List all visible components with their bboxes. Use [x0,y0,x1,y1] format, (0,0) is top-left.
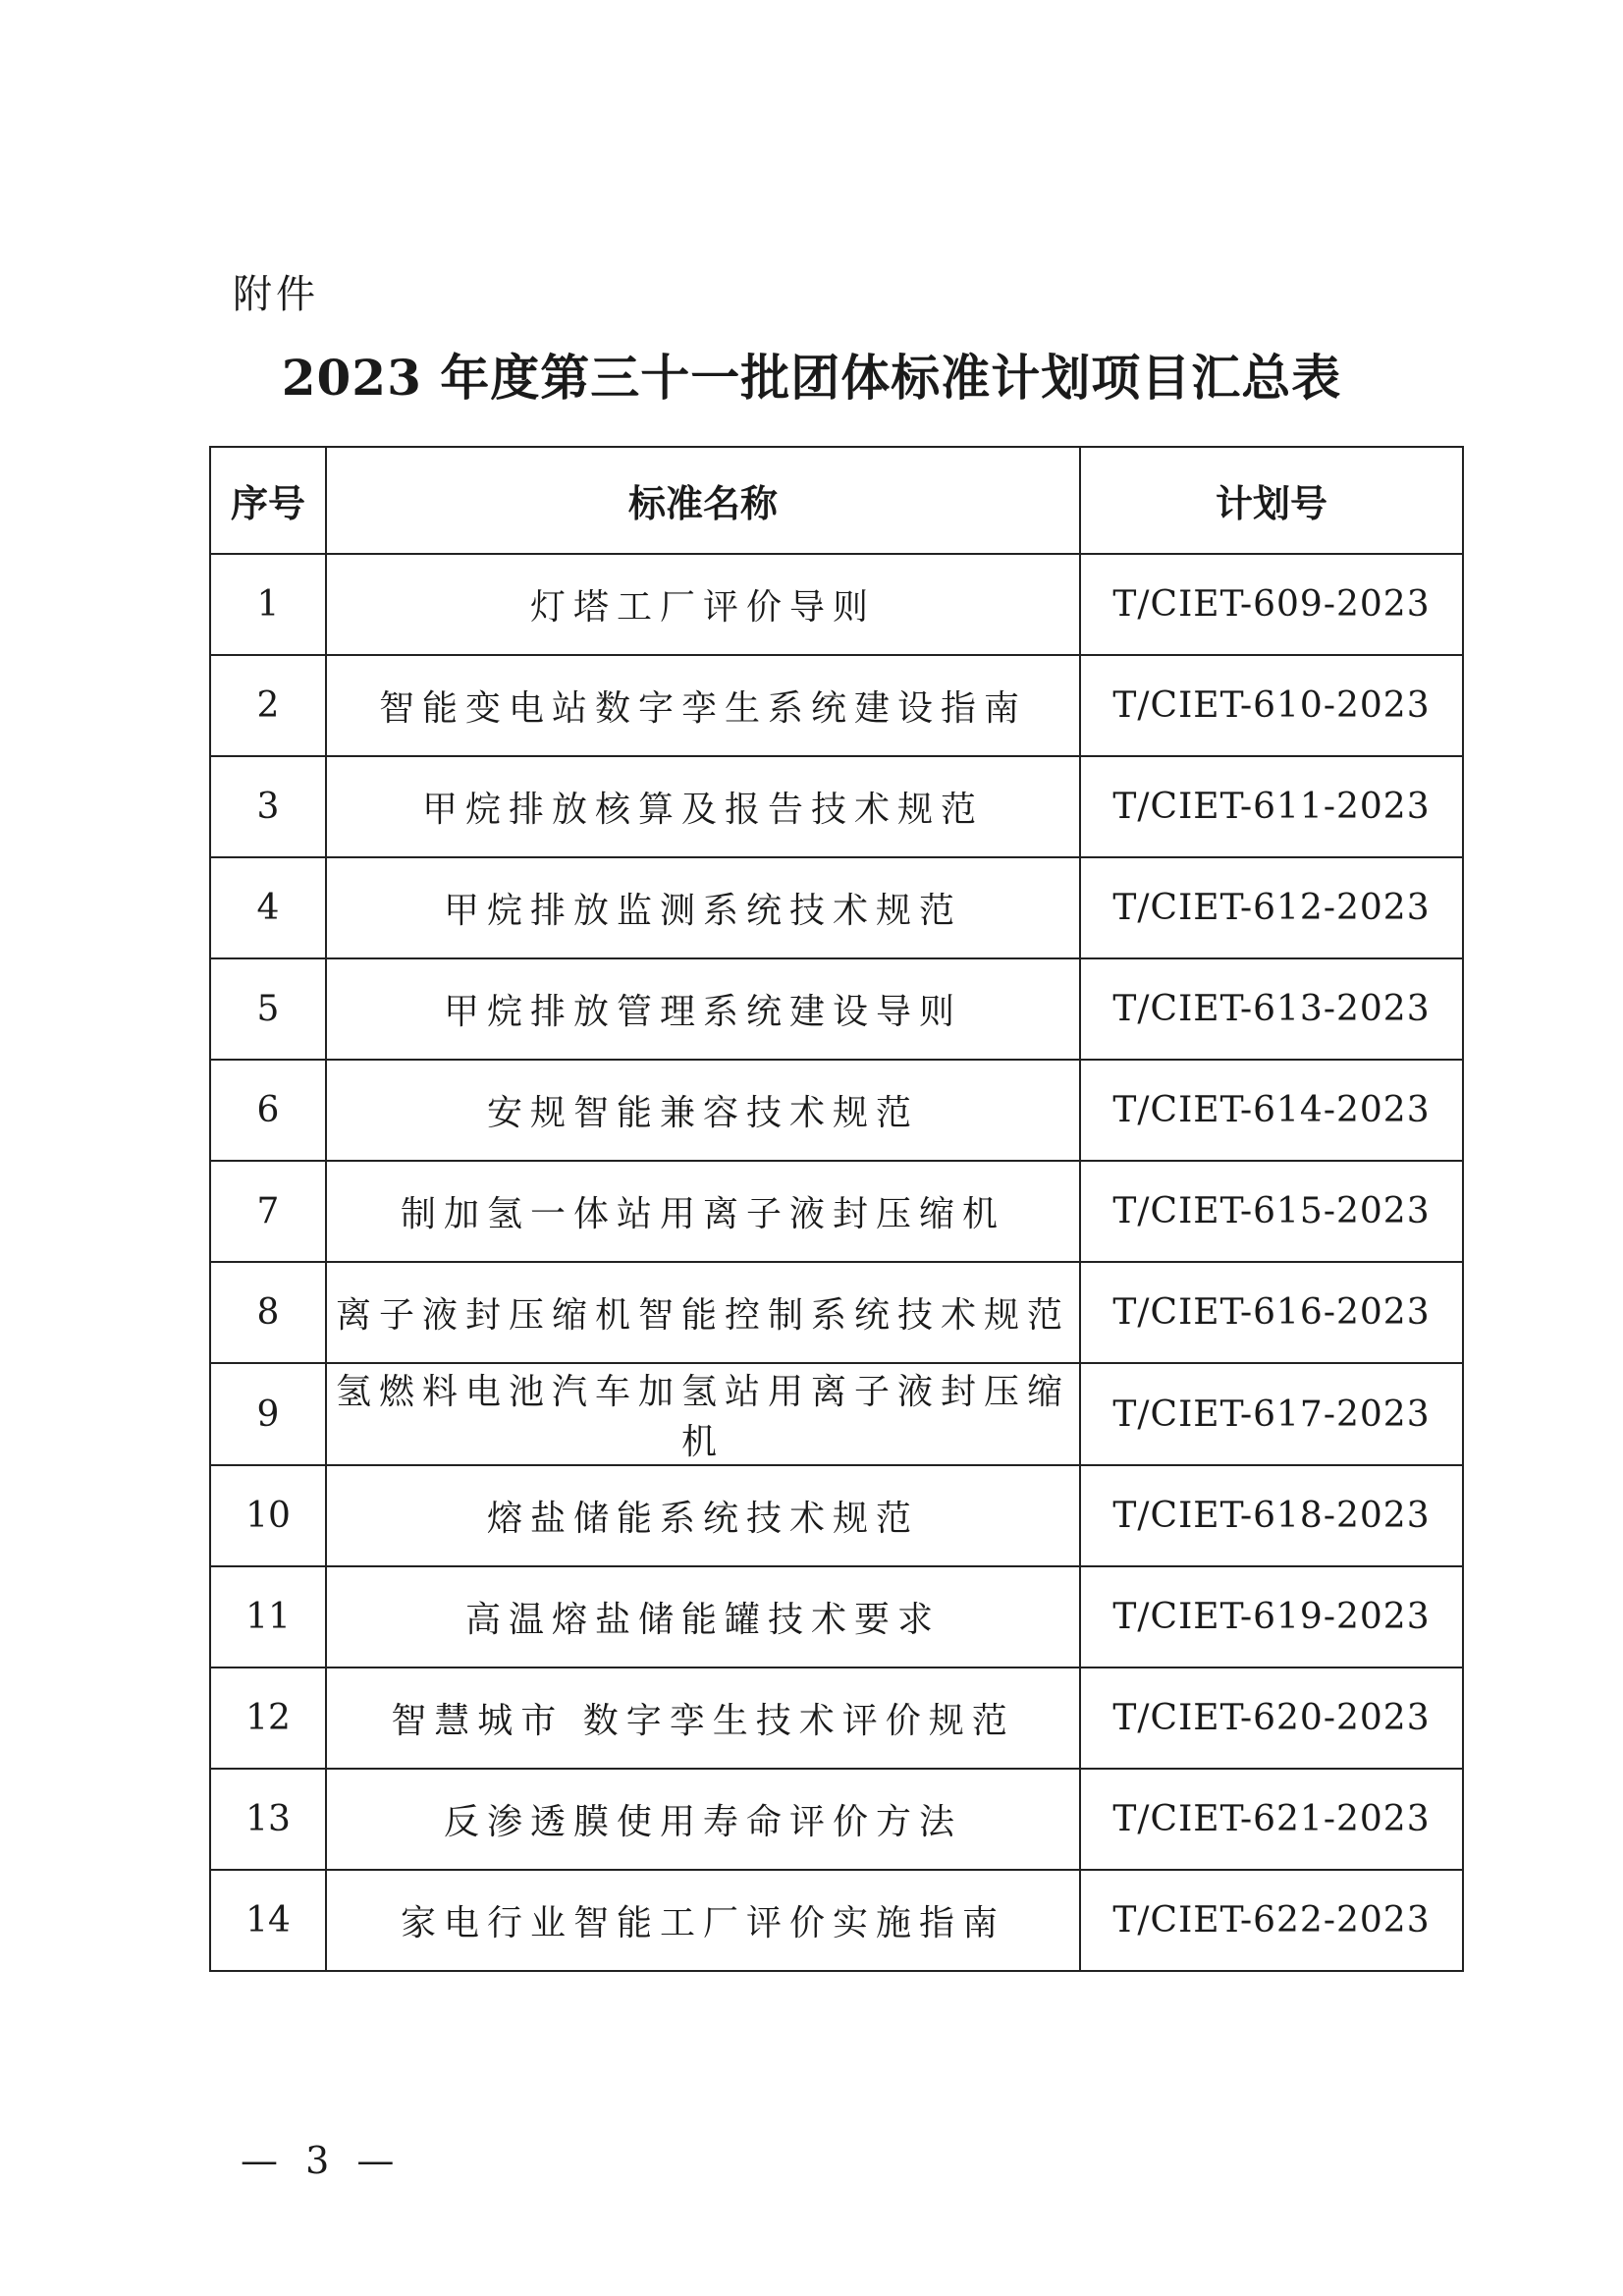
row-standard-name: 家电行业智能工厂评价实施指南 [326,1870,1080,1971]
row-standard-name: 反渗透膜使用寿命评价方法 [326,1769,1080,1870]
row-index: 11 [210,1566,326,1667]
page-title: 2023 年度第三十一批团体标准计划项目汇总表 [281,349,1342,407]
page-number: — 3 — [241,2139,403,2182]
table-row [210,1161,1463,1262]
row-index: 12 [210,1667,326,1769]
row-standard-name: 智慧城市 数字孪生技术评价规范 [326,1667,1080,1769]
row-index: 10 [210,1465,326,1566]
row-standard-name: 离子液封压缩机智能控制系统技术规范 [326,1262,1080,1363]
row-plan-code: T/CIET-609-2023 [1080,554,1463,655]
row-plan-code: T/CIET-618-2023 [1080,1465,1463,1566]
row-plan-code: T/CIET-619-2023 [1080,1566,1463,1667]
row-standard-name: 甲烷排放管理系统建设导则 [326,958,1080,1060]
table-body [210,554,1463,1971]
row-standard-name: 制加氢一体站用离子液封压缩机 [326,1161,1080,1262]
table-row [210,756,1463,857]
table-row [210,1465,1463,1566]
row-index: 3 [210,756,326,857]
standards-plan-table [209,446,1464,1972]
row-standard-name: 智能变电站数字孪生系统建设指南 [326,655,1080,756]
table-row [210,958,1463,1060]
row-index: 1 [210,554,326,655]
row-standard-name: 甲烷排放监测系统技术规范 [326,857,1080,958]
row-plan-code: T/CIET-611-2023 [1080,756,1463,857]
row-index: 13 [210,1769,326,1870]
row-index: 7 [210,1161,326,1262]
row-plan-code: T/CIET-614-2023 [1080,1060,1463,1161]
row-index: 14 [210,1870,326,1971]
row-standard-name: 熔盐储能系统技术规范 [326,1465,1080,1566]
row-plan-code: T/CIET-620-2023 [1080,1667,1463,1769]
row-plan-code: T/CIET-616-2023 [1080,1262,1463,1363]
table-row [210,857,1463,958]
row-plan-code: T/CIET-615-2023 [1080,1161,1463,1262]
table-row [210,554,1463,655]
table-row [210,1769,1463,1870]
table-row [210,655,1463,756]
row-plan-code: T/CIET-621-2023 [1080,1769,1463,1870]
row-index: 4 [210,857,326,958]
table-row [210,1870,1463,1971]
table-row [210,1667,1463,1769]
row-plan-code: T/CIET-613-2023 [1080,958,1463,1060]
row-standard-name: 氢燃料电池汽车加氢站用离子液封压缩机 [326,1363,1080,1465]
row-index: 2 [210,655,326,756]
row-standard-name: 安规智能兼容技术规范 [326,1060,1080,1161]
row-index: 5 [210,958,326,1060]
table-header-row [210,447,1463,554]
table-row [210,1566,1463,1667]
attachment-label: 附件 [233,272,319,317]
table-row [210,1262,1463,1363]
header-index: 序号 [210,447,326,554]
row-standard-name: 高温熔盐储能罐技术要求 [326,1566,1080,1667]
row-index: 6 [210,1060,326,1161]
table-row [210,1363,1463,1465]
row-index: 9 [210,1363,326,1465]
row-standard-name: 甲烷排放核算及报告技术规范 [326,756,1080,857]
header-name: 标准名称 [326,447,1080,554]
row-plan-code: T/CIET-617-2023 [1080,1363,1463,1465]
row-standard-name: 灯塔工厂评价导则 [326,554,1080,655]
header-code: 计划号 [1080,447,1463,554]
table-row [210,1060,1463,1161]
row-plan-code: T/CIET-610-2023 [1080,655,1463,756]
row-plan-code: T/CIET-622-2023 [1080,1870,1463,1971]
row-index: 8 [210,1262,326,1363]
row-plan-code: T/CIET-612-2023 [1080,857,1463,958]
